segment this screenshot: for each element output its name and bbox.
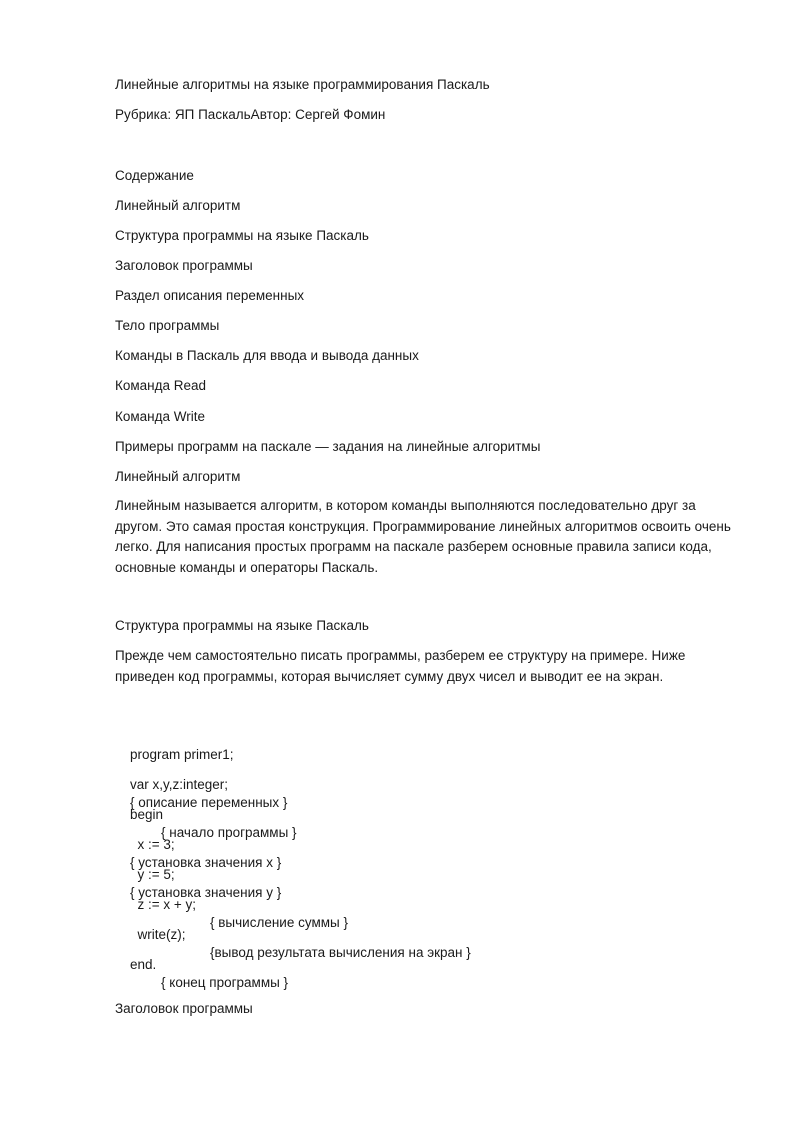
code-comment: { начало программы } xyxy=(161,825,297,840)
section-paragraph-program-structure: Прежде чем самостоятельно писать программы, разберем ее структуру на примере. Ниже приведен код программы, которая вычисляет сумму двух чисел и выводит ее на экран. xyxy=(115,648,686,684)
code-comment: { вычисление суммы } xyxy=(210,915,348,930)
code-text: z := x + y; xyxy=(130,897,197,912)
section-heading-linear-algorithm: Линейный алгоритм xyxy=(115,469,241,484)
toc-item[interactable]: Команда Write xyxy=(115,409,206,424)
toc-heading: Содержание xyxy=(115,168,194,183)
toc-item[interactable]: Заголовок программы xyxy=(115,258,253,273)
section-paragraph-linear-algorithm: Линейным называется алгоритм, в котором команды выполняются последовательно друг за другом. Это самая простая конструкция. Программирование линейных алгоритмов освоить очень легко. Для написания простых программ на паскале разберем основные правила записи кода, основные команды и операторы Паскаль. xyxy=(115,498,731,575)
code-comment: {вывод результата вычисления на экран } xyxy=(210,945,471,960)
code-text: begin xyxy=(130,807,164,822)
code-text: program primer1; xyxy=(130,747,234,762)
code-text: var x,y,z:integer; xyxy=(130,777,229,792)
document-meta: Рубрика: ЯП ПаскальАвтор: Сергей Фомин xyxy=(115,107,386,122)
code-text: y := 5; xyxy=(130,867,175,882)
toc-item[interactable]: Примеры программ на паскале — задания на линейные алгоритмы xyxy=(115,439,541,454)
toc-item[interactable]: Раздел описания переменных xyxy=(115,288,305,303)
toc-item[interactable]: Команда Read xyxy=(115,378,207,393)
code-text: write(z); xyxy=(130,927,186,942)
toc-item[interactable]: Команды в Паскаль для ввода и вывода данных xyxy=(115,348,419,363)
code-comment: { установка значения x } xyxy=(130,855,282,870)
toc-item[interactable]: Структура программы на языке Паскаль xyxy=(115,228,369,243)
document-title: Линейные алгоритмы на языке программирования Паскаль xyxy=(115,77,490,92)
section-heading-program-header: Заголовок программы xyxy=(115,1001,253,1016)
code-comment: { описание переменных } xyxy=(130,795,288,810)
code-comment: { установка значения y } xyxy=(130,885,282,900)
code-text: x := 3; xyxy=(130,837,175,852)
code-text: end. xyxy=(130,957,157,972)
code-comment: { конец программы } xyxy=(161,975,289,990)
section-heading-program-structure: Структура программы на языке Паскаль xyxy=(115,618,369,633)
toc-item[interactable]: Линейный алгоритм xyxy=(115,198,241,213)
toc-item[interactable]: Тело программы xyxy=(115,318,220,333)
